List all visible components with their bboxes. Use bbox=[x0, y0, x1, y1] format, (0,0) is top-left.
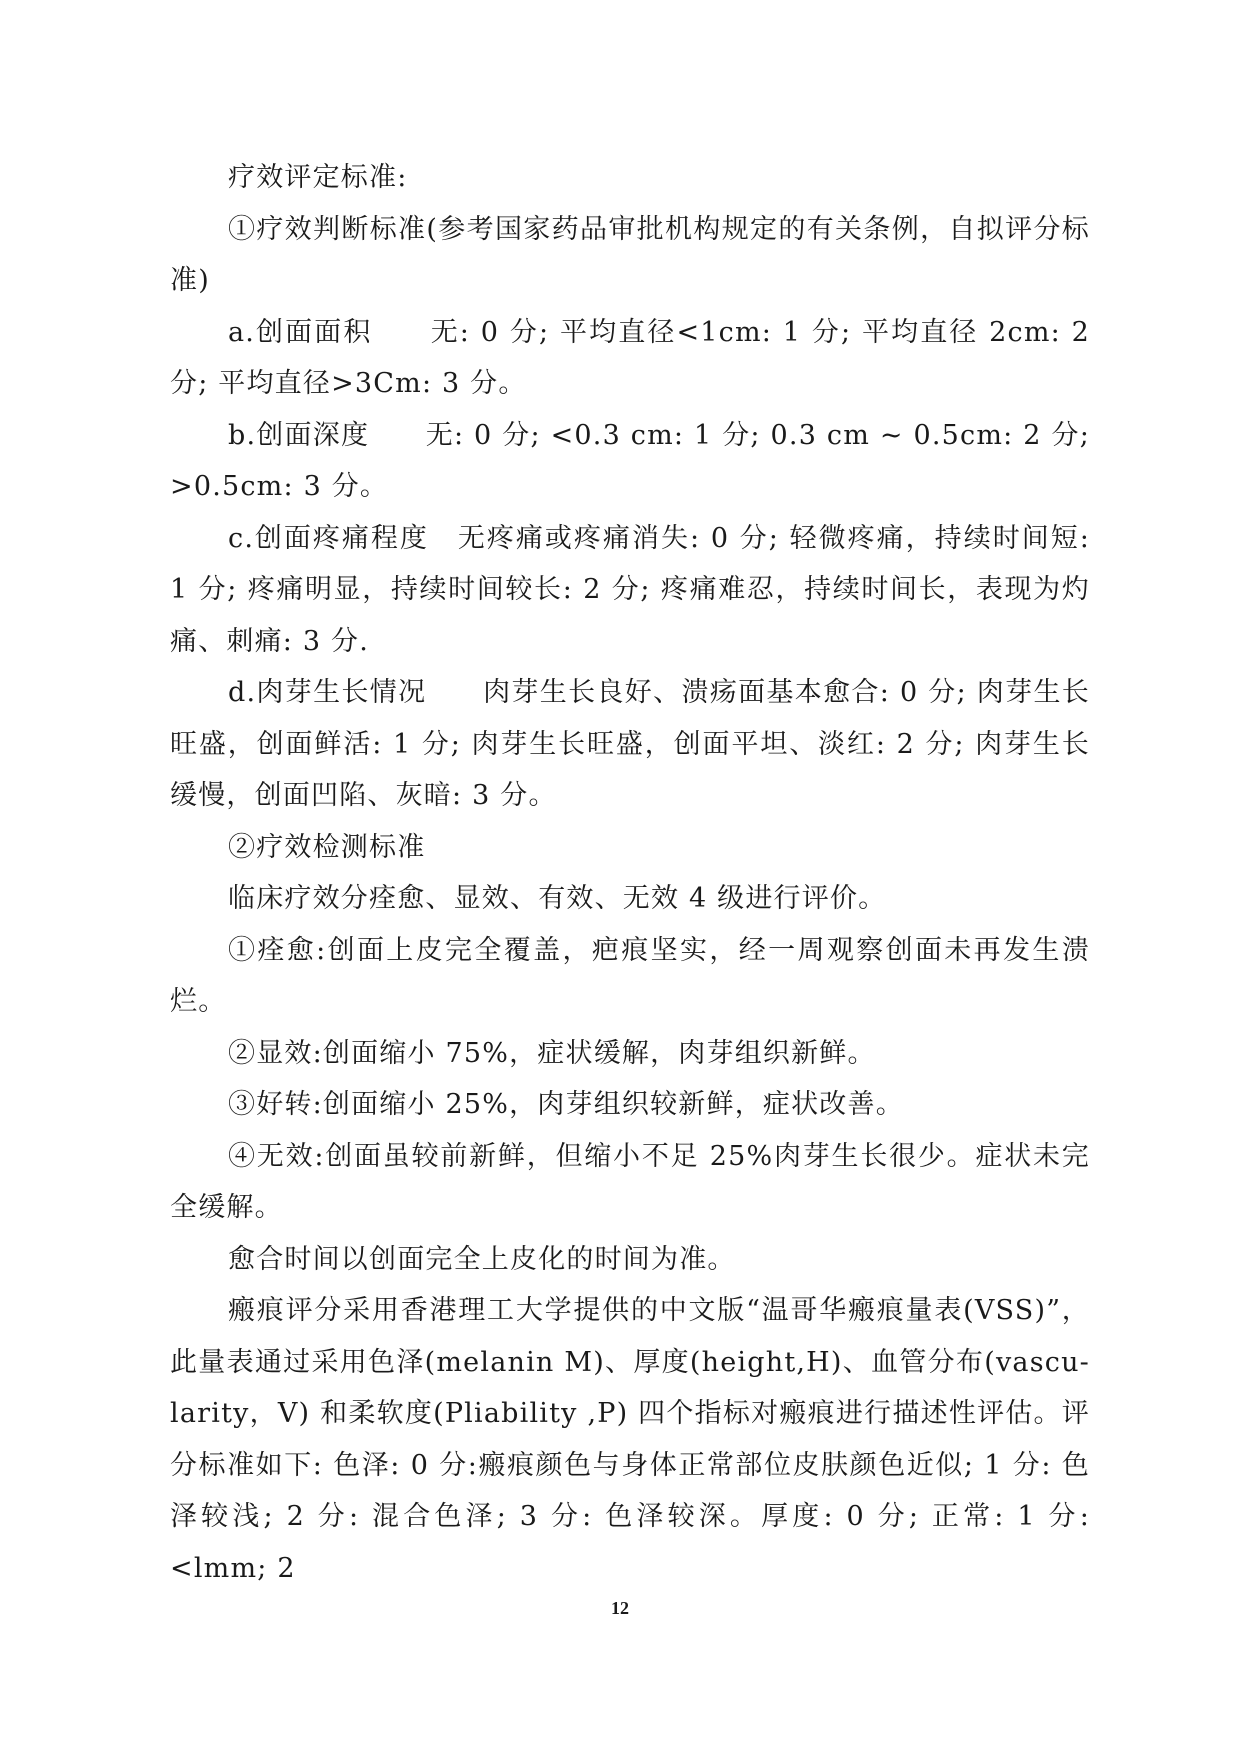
paragraph: a.创面面积 无: 0 分; 平均直径<1cm: 1 分; 平均直径 2cm: 2 分; 平均直径>3Cm: 3 分。 bbox=[170, 316, 1090, 399]
paragraph: b.创面深度 无: 0 分; <0.3 cm: 1 分; 0.3 cm ~ 0.5cm: 2 分; >0.5cm: 3 分。 bbox=[170, 419, 1090, 502]
paragraph: ②显效:创面缩小 75%，症状缓解，肉芽组织新鲜。 bbox=[228, 1037, 876, 1069]
page-number: 12 bbox=[611, 1598, 629, 1618]
paragraph-heading: 疗效评定标准: bbox=[228, 162, 408, 193]
paragraph: ④无效:创面虽较前新鲜，但缩小不足 25%肉芽生长很少。症状未完全缓解。 bbox=[170, 1140, 1090, 1223]
paragraph: c.创面疼痛程度 无疼痛或疼痛消失: 0 分; 轻微疼痛，持续时间短: 1 分; 疼痛明显，持续时间较长: 2 分; 疼痛难忍，持续时间长，表现为灼痛、刺痛: 3 分. bbox=[170, 522, 1090, 657]
paragraph: 愈合时间以创面完全上皮化的时间为准。 bbox=[228, 1243, 736, 1275]
paragraph: ①疗效判断标准(参考国家药品审批机构规定的有关条例，自拟评分标准) bbox=[170, 213, 1090, 296]
paragraph: ②疗效检测标准 bbox=[228, 831, 426, 863]
paragraph: d.肉芽生长情况 肉芽生长良好、溃疡面基本愈合: 0 分; 肉芽生长旺盛，创面鲜活: 1 分; 肉芽生长旺盛，创面平坦、淡红: 2 分; 肉芽生长缓慢，创面凹陷、灰暗: 3 分。 bbox=[170, 677, 1090, 811]
paragraph: ①痊愈:创面上皮完全覆盖，疤痕坚实，经一周观察创面未再发生溃烂。 bbox=[170, 934, 1090, 1017]
paragraph: 临床疗效分痊愈、显效、有效、无效 4 级进行评价。 bbox=[228, 883, 887, 914]
body-text bbox=[170, 152, 1090, 1594]
paragraph: 瘢痕评分采用香港理工大学提供的中文版“温哥华瘢痕量表(VSS)”，此量表通过采用色泽(melanin M)、厚度(height,H)、血管分布(vascu-larity，V) 和柔软度(Pliability ,P) 四个指标对瘢痕进行描述性评估。评分标准如下: 色泽: 0 分:瘢痕颜色与身体正常部位皮肤颜色近似; 1 分: 色泽较浅; 2 分: 混合色泽; 3 分: 色泽较深。厚度: 0 分; 正常: 1 分: <lmm; 2 bbox=[170, 1295, 1090, 1584]
paragraph: ③好转:创面缩小 25%，肉芽组织较新鲜，症状改善。 bbox=[228, 1089, 904, 1120]
